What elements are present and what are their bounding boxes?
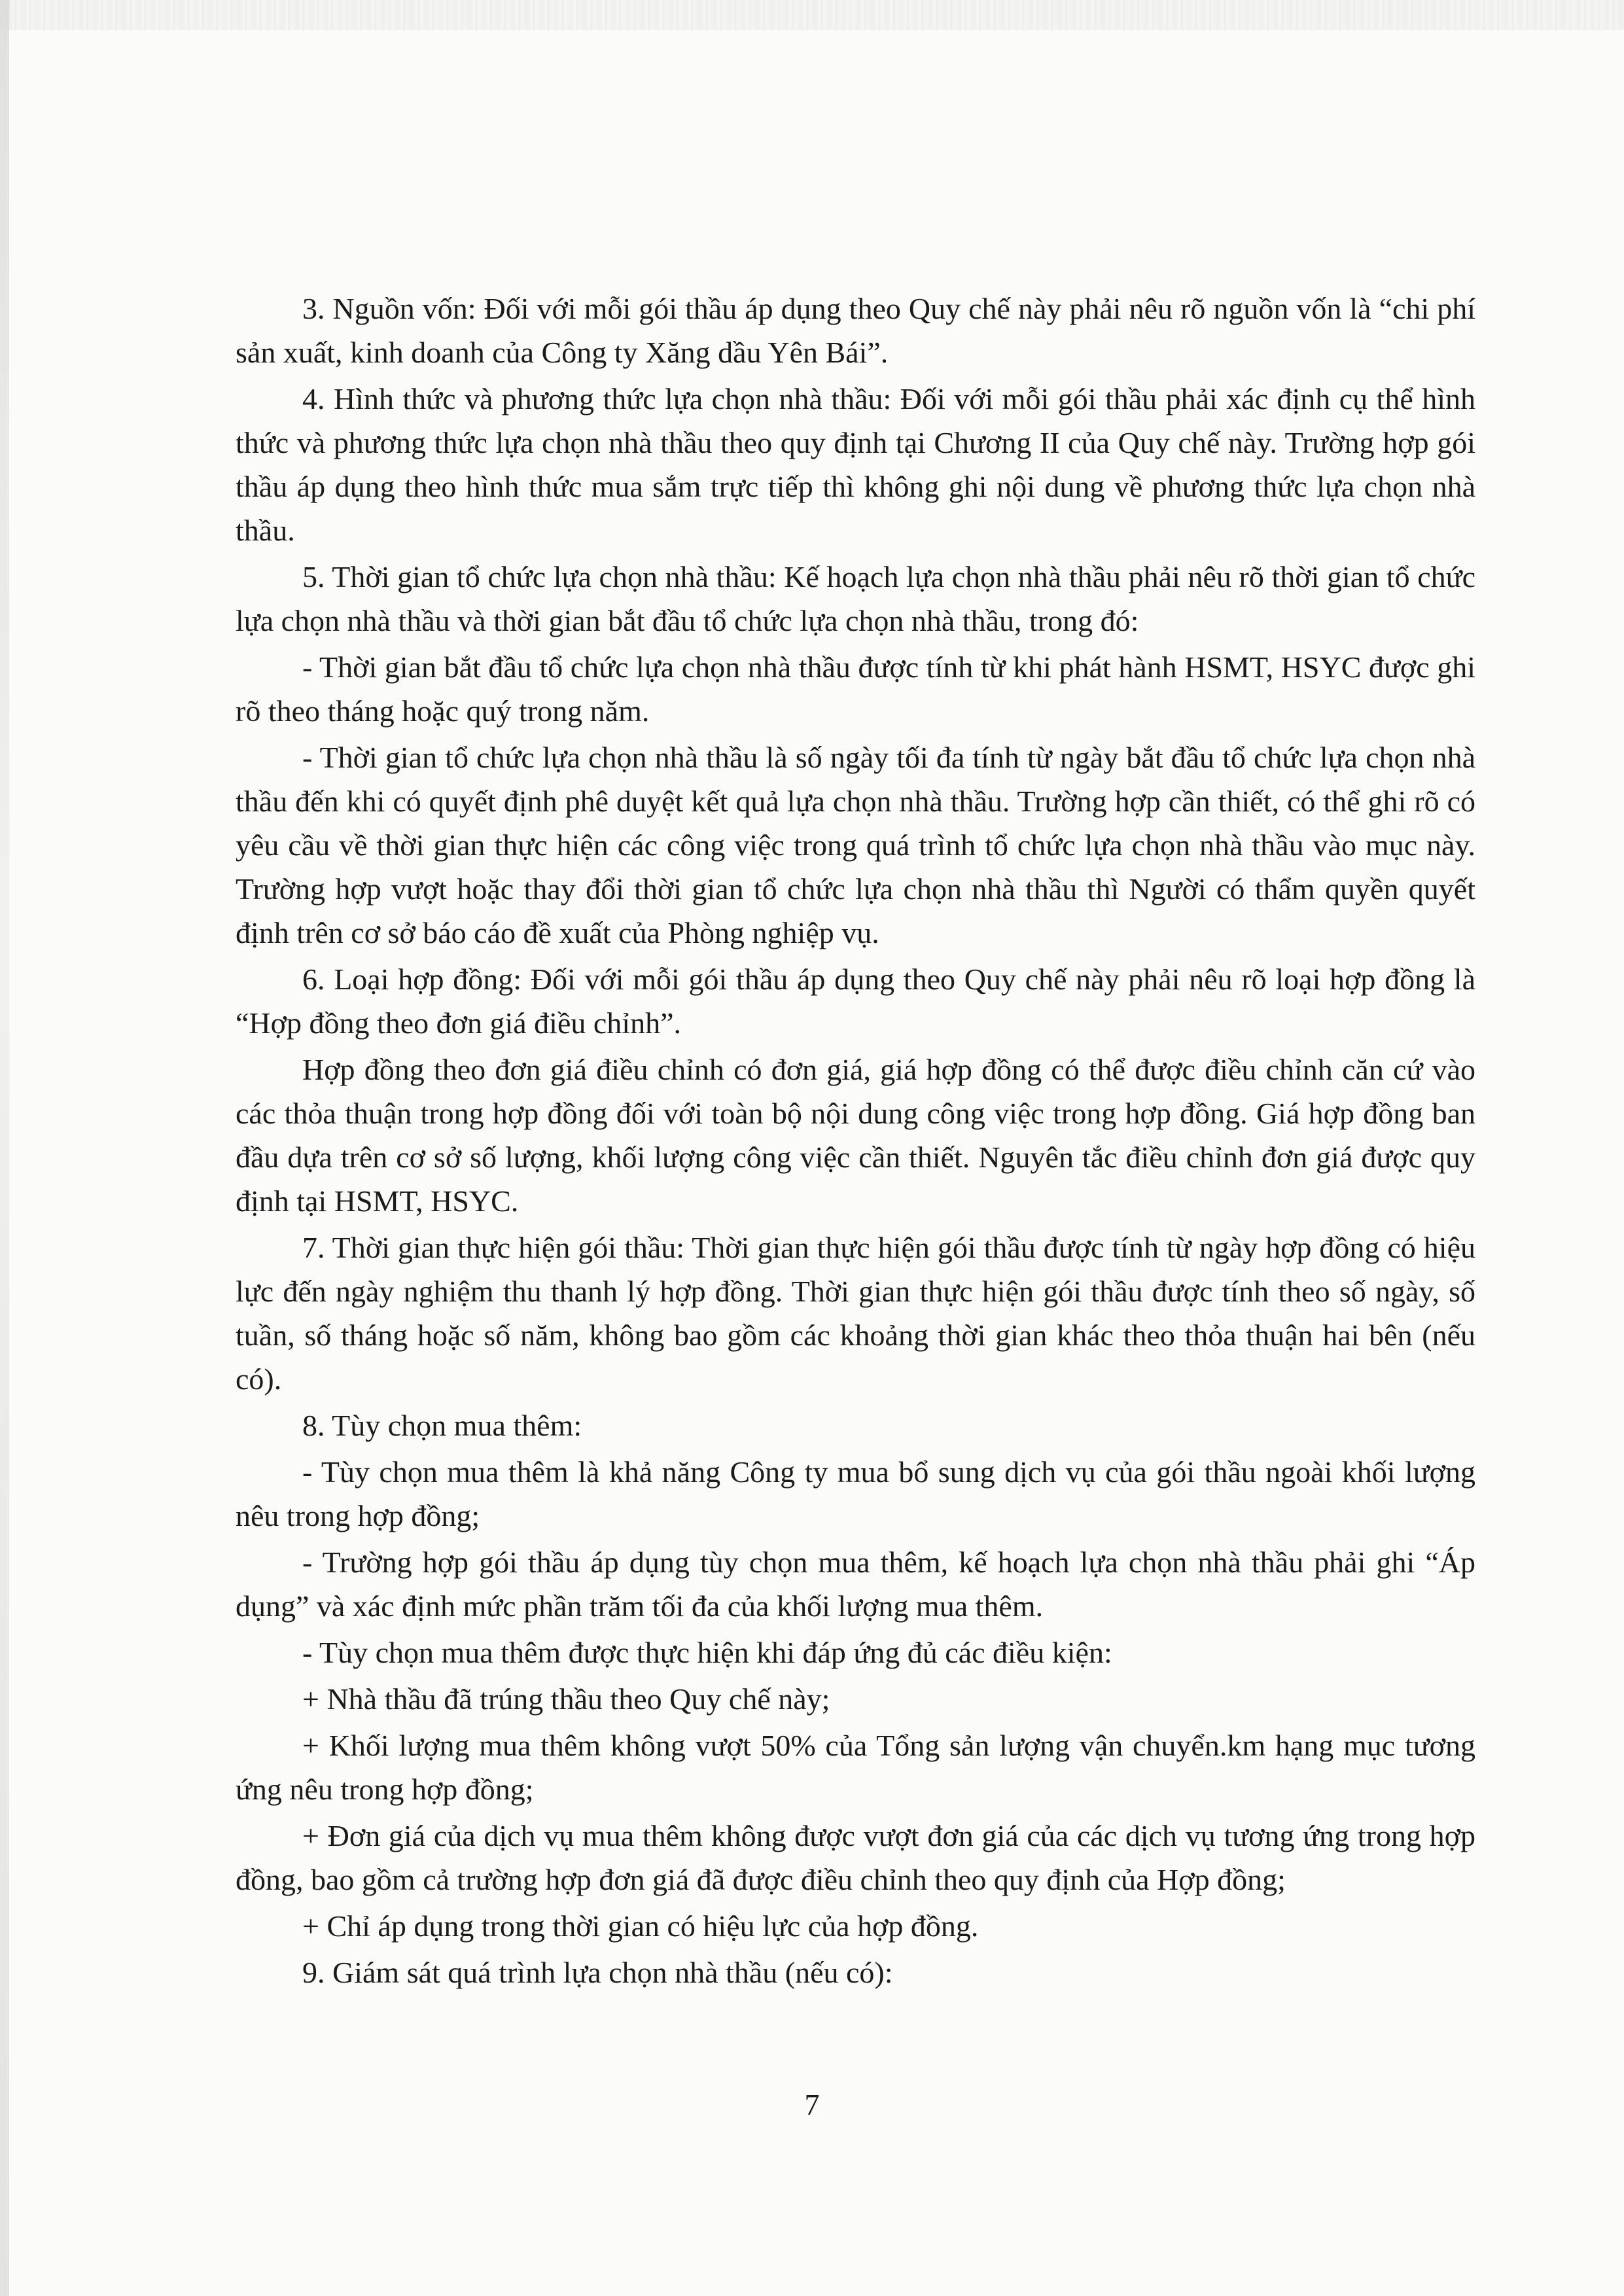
document-body (236, 287, 1475, 1997)
scan-edge-left (0, 0, 9, 2296)
paragraph-8-item-1: - Tùy chọn mua thêm là khả năng Công ty mua bổ sung dịch vụ của gói thầu ngoài khối lượng nêu trong hợp đồng; (236, 1455, 1475, 1532)
paragraph-9-giam-sat: 9. Giám sát quá trình lựa chọn nhà thầu (nếu có): (302, 1956, 893, 1989)
paragraph-8-item-3: - Tùy chọn mua thêm được thực hiện khi đáp ứng đủ các điều kiện: (302, 1636, 1112, 1669)
page-number: 7 (804, 2088, 820, 2121)
paragraph-6-loai-hop-dong: 6. Loại hợp đồng: Đối với mỗi gói thầu áp dụng theo Quy chế này phải nêu rõ loại hợp đồng là “Hợp đồng theo đơn giá điều chỉnh”. (236, 963, 1475, 1040)
paragraph-8-item-2: - Trường hợp gói thầu áp dụng tùy chọn mua thêm, kế hoạch lựa chọn nhà thầu phải ghi “Áp dụng” và xác định mức phần trăm tối đa của khối lượng mua thêm. (236, 1545, 1475, 1623)
condition-item-4: + Chỉ áp dụng trong thời gian có hiệu lực của hợp đồng. (302, 1909, 979, 1943)
paragraph-5-item-1: - Thời gian bắt đầu tổ chức lựa chọn nhà thầu được tính từ khi phát hành HSMT, HSYC được ghi rõ theo tháng hoặc quý trong năm. (236, 650, 1475, 728)
paragraph-5-thoi-gian: 5. Thời gian tổ chức lựa chọn nhà thầu: Kế hoạch lựa chọn nhà thầu phải nêu rõ thời gian tổ chức lựa chọn nhà thầu và thời gian bắt đầu tổ chức lựa chọn nhà thầu, trong đó: (236, 560, 1475, 637)
paragraph-7-thoi-gian-thuc-hien: 7. Thời gian thực hiện gói thầu: Thời gian thực hiện gói thầu được tính từ ngày hợp đồng có hiệu lực đến ngày nghiệm thu thanh lý hợp đồng. Thời gian thực hiện gói thầu được tính theo số ngày, số tuần, số tháng hoặc số năm, không bao gồm các khoảng thời gian khác theo thỏa thuận hai bên (nếu có). (236, 1231, 1475, 1396)
paragraph-8-tuy-chon: 8. Tùy chọn mua thêm: (302, 1409, 582, 1442)
condition-item-1: + Nhà thầu đã trúng thầu theo Quy chế này; (302, 1682, 830, 1716)
condition-item-3: + Đơn giá của dịch vụ mua thêm không được vượt đơn giá của các dịch vụ tương ứng trong hợp đồng, bao gồm cả trường hợp đơn giá đã được điều chỉnh theo quy định của Hợp đồng; (236, 1819, 1475, 1896)
paragraph-5-item-2: - Thời gian tổ chức lựa chọn nhà thầu là số ngày tối đa tính từ ngày bắt đầu tổ chức lựa chọn nhà thầu đến khi có quyết định phê duyệt kết quả lựa chọn nhà thầu. Trường hợp cần thiết, có thể ghi rõ có yêu cầu về thời gian thực hiện các công việc trong quá trình tổ chức lựa chọn nhà thầu vào mục này. Trường hợp vượt hoặc thay đổi thời gian tổ chức lựa chọn nhà thầu thì Người có thẩm quyền quyết định trên cơ sở báo cáo đề xuất của Phòng nghiệp vụ. (236, 741, 1475, 949)
condition-item-2: + Khối lượng mua thêm không vượt 50% của Tổng sản lượng vận chuyển.km hạng mục tương ứng nêu trong hợp đồng; (236, 1729, 1475, 1806)
paragraph-3-nguon-von: 3. Nguồn vốn: Đối với mỗi gói thầu áp dụng theo Quy chế này phải nêu rõ nguồn vốn là “chi phí sản xuất, kinh doanh của Công ty Xăng dầu Yên Bái”. (236, 292, 1475, 369)
paragraph-6-detail: Hợp đồng theo đơn giá điều chỉnh có đơn giá, giá hợp đồng có thể được điều chỉnh căn cứ vào các thỏa thuận trong hợp đồng đối với toàn bộ nội dung công việc trong hợp đồng. Giá hợp đồng ban đầu dựa trên cơ sở số lượng, khối lượng công việc cần thiết. Nguyên tắc điều chỉnh đơn giá được quy định tại HSMT, HSYC. (236, 1053, 1475, 1218)
scan-edge-top (0, 0, 1624, 30)
paragraph-4-hinh-thuc: 4. Hình thức và phương thức lựa chọn nhà thầu: Đối với mỗi gói thầu phải xác định cụ thể hình thức và phương thức lựa chọn nhà thầu theo quy định tại Chương II của Quy chế này. Trường hợp gói thầu áp dụng theo hình thức mua sắm trực tiếp thì không ghi nội dung về phương thức lựa chọn nhà thầu. (236, 382, 1475, 547)
